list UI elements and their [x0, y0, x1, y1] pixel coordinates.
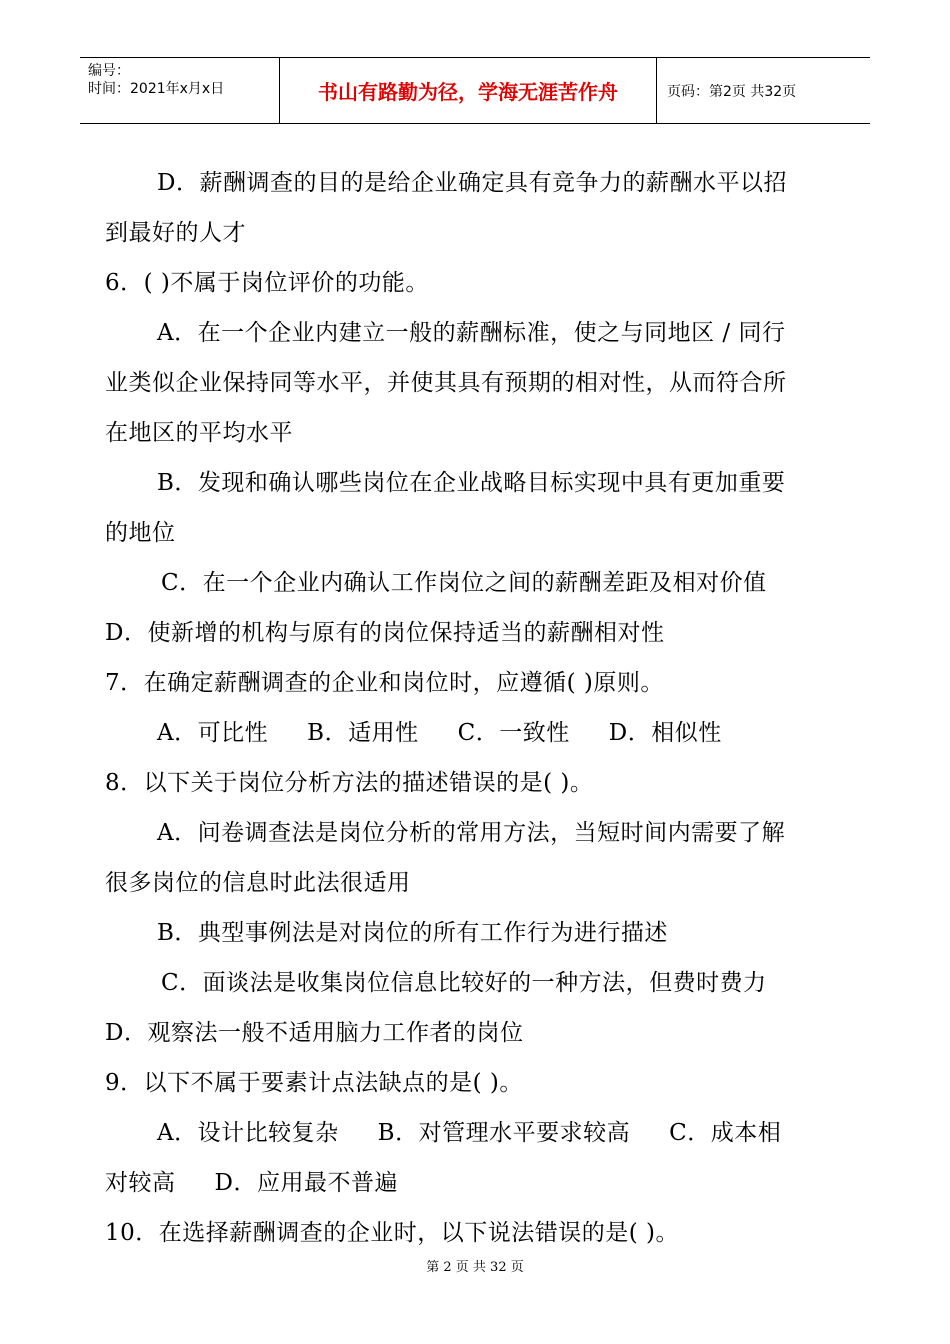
text-line: 业类似企业保持同等水平，并使其具有预期的相对性，从而符合所: [105, 370, 787, 396]
text-line: C．面谈法是收集岗位信息比较好的一种方法，但费时费力: [161, 970, 767, 996]
text-line: 在地区的平均水平: [105, 420, 293, 446]
text-line: 的地位: [105, 520, 176, 546]
text-line: B．典型事例法是对岗位的所有工作行为进行描述: [157, 920, 668, 946]
options-line: 对较高 D．应用最不普遍: [105, 1170, 398, 1196]
header-motto: 书山有路勤为径，学海无涯苦作舟: [280, 58, 657, 123]
text-line: D．薪酬调查的目的是给企业确定具有竞争力的薪酬水平以招: [157, 170, 787, 196]
time-label: 时间：2021年x月x日: [88, 81, 225, 97]
text-line: C．在一个企业内确认工作岗位之间的薪酬差距及相对价值: [161, 570, 767, 596]
text-line: D．使新增的机构与原有的岗位保持适当的薪酬相对性: [105, 620, 665, 646]
text-line: A．在一个企业内建立一般的薪酬标准，使之与同地区 / 同行: [157, 320, 786, 346]
number-label: 编号：: [88, 63, 130, 79]
text-line: 很多岗位的信息时此法很适用: [105, 870, 411, 896]
question-8: 8．以下关于岗位分析方法的描述错误的是( )。: [105, 770, 594, 796]
text-line: 到最好的人才: [105, 220, 246, 246]
text-line: B．发现和确认哪些岗位在企业战略目标实现中具有更加重要: [157, 470, 786, 496]
question-9: 9．以下不属于要素计点法缺点的是( )。: [105, 1070, 523, 1096]
header-page-info: 页码：第2页 共32页: [667, 83, 797, 100]
page-footer: 第 2 页 共 32 页: [426, 1260, 524, 1275]
document-body: [105, 158, 855, 1258]
question-10: 10．在选择薪酬调查的企业时，以下说法错误的是( )。: [105, 1220, 680, 1246]
text-line: D．观察法一般不适用脑力工作者的岗位: [105, 1020, 524, 1046]
question-6: 6．( )不属于岗位评价的功能。: [105, 270, 429, 296]
question-7: 7．在确定薪酬调查的企业和岗位时，应遵循( )原则。: [105, 670, 664, 696]
page-header: [80, 57, 870, 124]
text-line: A．问卷调查法是岗位分析的常用方法，当短时间内需要了解: [157, 820, 786, 846]
options-line: A．可比性 B．适用性 C．一致性 D．相似性: [157, 720, 722, 746]
header-meta: [80, 58, 280, 123]
options-line: A．设计比较复杂 B．对管理水平要求较高 C．成本相: [157, 1120, 782, 1146]
